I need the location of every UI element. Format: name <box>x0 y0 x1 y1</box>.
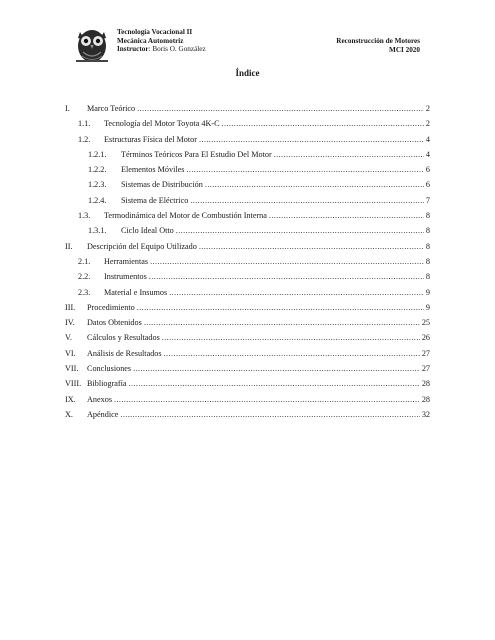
toc-entry-number: 2.1. <box>78 256 91 266</box>
owl-logo-icon <box>72 22 112 64</box>
toc-entry-page: 4 <box>425 149 430 159</box>
toc-entry-number: 1.2. <box>78 134 91 144</box>
toc-entry-label: Bibliografía <box>87 379 127 389</box>
toc-entry[interactable] <box>65 116 430 131</box>
toc-entry-label: Anexos <box>87 394 113 404</box>
header-left <box>117 28 206 54</box>
toc-entry-label: Instrumentos <box>104 272 147 282</box>
toc-entry-number: V. <box>65 333 72 343</box>
toc-entry-number: I. <box>65 104 70 113</box>
toc-entry-number: 1.2.2. <box>88 165 107 175</box>
toc-dot-leader <box>274 147 424 162</box>
toc-entry-number: 1.3. <box>78 211 91 221</box>
toc-entry[interactable] <box>65 361 430 376</box>
toc-entry-label: Análisis de Resultados <box>87 348 162 358</box>
toc-entry-number: VII. <box>65 364 79 374</box>
toc-dot-leader <box>164 346 420 361</box>
toc-dot-leader <box>205 177 424 192</box>
toc-entry-page: 27 <box>421 364 430 374</box>
school-name: Tecnología Vocacional II <box>117 28 193 36</box>
toc-dot-leader <box>186 162 423 177</box>
toc-entry[interactable] <box>65 407 430 422</box>
toc-entry-label: Descripción del Equipo Utilizado <box>87 241 197 251</box>
toc-entry-label: Tecnología del Motor Toyota 4K-C <box>104 119 220 129</box>
toc-entry-label: Herramientas <box>104 256 149 266</box>
toc-entry[interactable] <box>65 376 430 391</box>
toc-entry-label: Apéndice <box>87 409 119 419</box>
toc-entry-page: 2 <box>425 104 430 113</box>
toc-dot-leader <box>150 254 424 269</box>
toc-dot-leader <box>199 132 424 147</box>
toc-dot-leader <box>133 361 420 376</box>
toc-dot-leader <box>190 193 424 208</box>
page-header <box>0 0 495 70</box>
toc-dot-leader <box>222 116 424 131</box>
toc-entry[interactable] <box>65 177 430 192</box>
toc-entry-label: Ciclo Ideal Otto <box>121 226 174 236</box>
project-name: Reconstrucción de Motores <box>336 37 420 45</box>
toc-entry-page: 6 <box>425 180 430 190</box>
toc-entry[interactable] <box>65 285 430 300</box>
toc-dot-leader <box>176 223 424 238</box>
toc-entry-label: Datos Obtenidos <box>87 318 142 328</box>
toc-dot-leader <box>199 239 424 254</box>
toc-entry[interactable] <box>65 193 430 208</box>
toc-entry-number: 1.2.4. <box>88 195 107 205</box>
toc-entry-number: 2.2. <box>78 272 91 282</box>
toc-entry[interactable] <box>65 208 430 223</box>
toc-entry[interactable] <box>65 315 430 330</box>
toc-entry-label: Sistemas de Distribución <box>121 180 203 190</box>
toc-entry-number: II. <box>65 241 73 251</box>
toc-entry-label: Marco Teórico <box>87 104 136 113</box>
toc-entry-number: VIII. <box>65 379 82 389</box>
toc-entry-page: 4 <box>425 134 430 144</box>
toc-dot-leader <box>114 392 420 407</box>
toc-entry-page: 7 <box>425 195 430 205</box>
toc-entry-page: 9 <box>425 287 430 297</box>
toc-entry-number: 1.2.1. <box>88 149 107 159</box>
toc-entry-page: 6 <box>425 165 430 175</box>
toc-entry[interactable] <box>65 330 430 345</box>
instructor-name: : Boris O. González <box>148 45 206 54</box>
toc-entry[interactable] <box>65 132 430 147</box>
toc-entry-number: 2.3. <box>78 287 91 297</box>
instructor-line <box>117 45 206 54</box>
toc-entry-label: Cálculos y Resultados <box>87 333 160 343</box>
toc-dot-leader <box>169 285 424 300</box>
toc-entry-page: 32 <box>421 409 430 419</box>
toc-entry-label: Procedimiento <box>87 302 135 312</box>
toc-entry[interactable] <box>65 254 430 269</box>
toc-entry-number: X. <box>65 409 73 419</box>
toc-entry-page: 2 <box>425 119 430 129</box>
toc-dot-leader <box>162 330 420 345</box>
toc-entry-page: 28 <box>421 379 430 389</box>
toc-entry-page: 28 <box>421 394 430 404</box>
toc-entry-number: IV. <box>65 318 75 328</box>
toc-entry[interactable] <box>65 346 430 361</box>
toc-entry-page: 8 <box>425 256 430 266</box>
toc-dot-leader <box>149 269 424 284</box>
toc-entry-page: 8 <box>425 272 430 282</box>
toc-entry-label: Elementos Móviles <box>121 165 185 175</box>
toc-entry-page: 9 <box>425 302 430 312</box>
toc-entry[interactable] <box>65 223 430 238</box>
toc-entry-label: Sistema de Eléctrico <box>121 195 189 205</box>
course-code: MCI 2020 <box>389 45 420 54</box>
table-of-contents <box>65 101 430 422</box>
toc-dot-leader <box>144 315 420 330</box>
program-name: Mecánica Automotriz <box>117 36 184 45</box>
toc-dot-leader <box>129 376 420 391</box>
toc-entry-label: Material e Insumos <box>104 287 168 297</box>
toc-entry-label: Estructuras Física del Motor <box>104 134 198 144</box>
toc-entry-page: 8 <box>425 241 430 251</box>
toc-entry-page: 26 <box>421 333 430 343</box>
toc-entry-number: IX. <box>65 394 76 404</box>
toc-entry-label: Conclusiones <box>87 364 132 374</box>
toc-entry[interactable] <box>65 239 430 254</box>
toc-entry-number: 1.3.1. <box>88 226 107 236</box>
toc-dot-leader <box>137 101 424 116</box>
toc-entry-number: 1.1. <box>78 119 91 129</box>
toc-entry-number: 1.2.3. <box>88 180 107 190</box>
page-title: Índice <box>235 68 260 78</box>
toc-entry[interactable] <box>65 269 430 284</box>
toc-entry-page: 8 <box>425 226 430 236</box>
toc-entry[interactable] <box>65 147 430 162</box>
toc-entry-number: VI. <box>65 348 76 358</box>
toc-entry-page: 25 <box>421 318 430 328</box>
instructor-label: Instructor <box>117 45 149 54</box>
toc-entry-number: III. <box>65 302 76 312</box>
toc-entry-page: 8 <box>425 211 430 221</box>
toc-entry[interactable] <box>65 101 430 116</box>
toc-entry[interactable] <box>65 392 430 407</box>
toc-entry[interactable] <box>65 162 430 177</box>
header-right <box>336 37 420 54</box>
toc-entry-page: 27 <box>421 348 430 358</box>
toc-entry-label: Términos Teóricos Para El Estudio Del Motor <box>121 149 272 159</box>
toc-entry-label: Termodinámica del Motor de Combustión Interna <box>104 211 267 221</box>
toc-dot-leader <box>120 407 419 422</box>
toc-entry[interactable] <box>65 300 430 315</box>
toc-dot-leader <box>269 208 424 223</box>
toc-dot-leader <box>137 300 424 315</box>
